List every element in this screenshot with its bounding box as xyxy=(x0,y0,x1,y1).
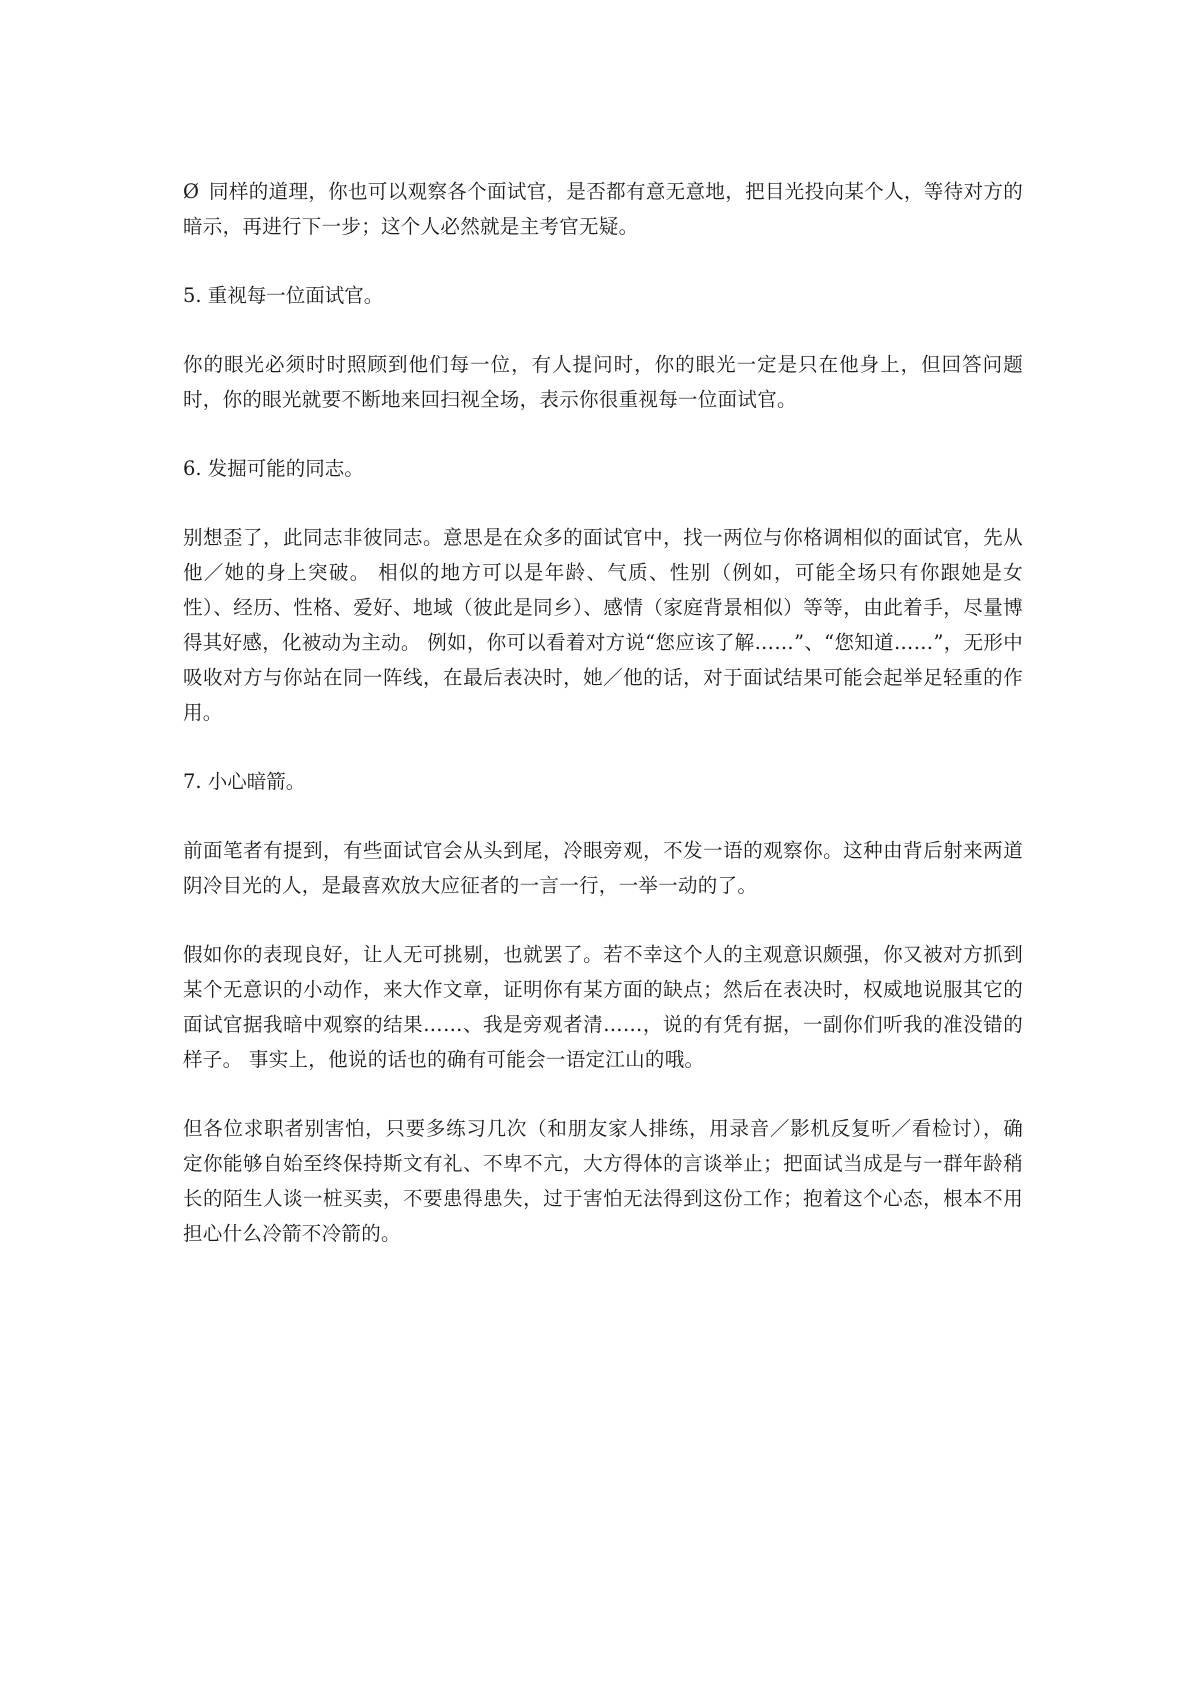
body-paragraph: 别想歪了，此同志非彼同志。意思是在众多的面试官中，找一两位与你格调相似的面试官，先从他／她的身上突破。 相似的地方可以是年龄、气质、性别（例如，可能全场只有你跟她是女性）、经历、性格、爱好、地域（彼此是同乡）、感情（家庭背景相似）等等，由此着手，尽量博得其好感，化被动为主动。 例如，你可以看着对方说“您应该了解……”、“您知道……”，无形中吸收对方与你站在同一阵线，在最后表决时，她／他的话，对于面试结果可能会起举足轻重的作用。 xyxy=(183,526,1023,724)
body-paragraph: 假如你的表现良好，让人无可挑剔，也就罢了。若不幸这个人的主观意识颇强，你又被对方抓到某个无意识的小动作，来大作文章，证明你有某方面的缺点；然后在表决时，权威地说服其它的面试官据我暗中观察的结果……、我是旁观者清……，说的有凭有据，一副你们听我的准没错的样子。 事实上，他说的话也的确有可能会一语定江山的哦。 xyxy=(183,943,1023,1071)
section-heading-6: 6. 发掘可能的同志。 xyxy=(183,457,364,480)
bullet-paragraph xyxy=(183,174,1023,244)
body-paragraph: 你的眼光必须时时照顾到他们每一位，有人提问时，你的眼光一定是只在他身上，但回答问题时，你的眼光就要不断地来回扫视全场，表示你很重视每一位面试官。 xyxy=(183,353,1023,411)
body-paragraph: 但各位求职者别害怕，只要多练习几次（和朋友家人排练，用录音／影机反复听／看检讨），确定你能够自始至终保持斯文有礼、不卑不亢，大方得体的言谈举止；把面试当成是与一群年龄稍长的陌生人谈一桩买卖，不要患得患失，过于害怕无法得到这份工作；抱着这个心态，根本不用担心什么冷箭不冷箭的。 xyxy=(183,1117,1023,1245)
section-heading-5: 5. 重视每一位面试官。 xyxy=(183,284,384,307)
bullet-marker: Ø xyxy=(183,180,200,203)
bullet-text: 同样的道理，你也可以观察各个面试官，是否都有意无意地，把目光投向某个人，等待对方的暗示，再进行下一步；这个人必然就是主考官无疑。 xyxy=(183,180,1023,238)
section-heading-7: 7. 小心暗箭。 xyxy=(183,770,306,793)
body-paragraph: 前面笔者有提到，有些面试官会从头到尾，冷眼旁观，不发一语的观察你。这种由背后射来两道阴冷目光的人，是最喜欢放大应征者的一言一行，一举一动的了。 xyxy=(183,839,1023,897)
document-body xyxy=(183,174,1023,1285)
